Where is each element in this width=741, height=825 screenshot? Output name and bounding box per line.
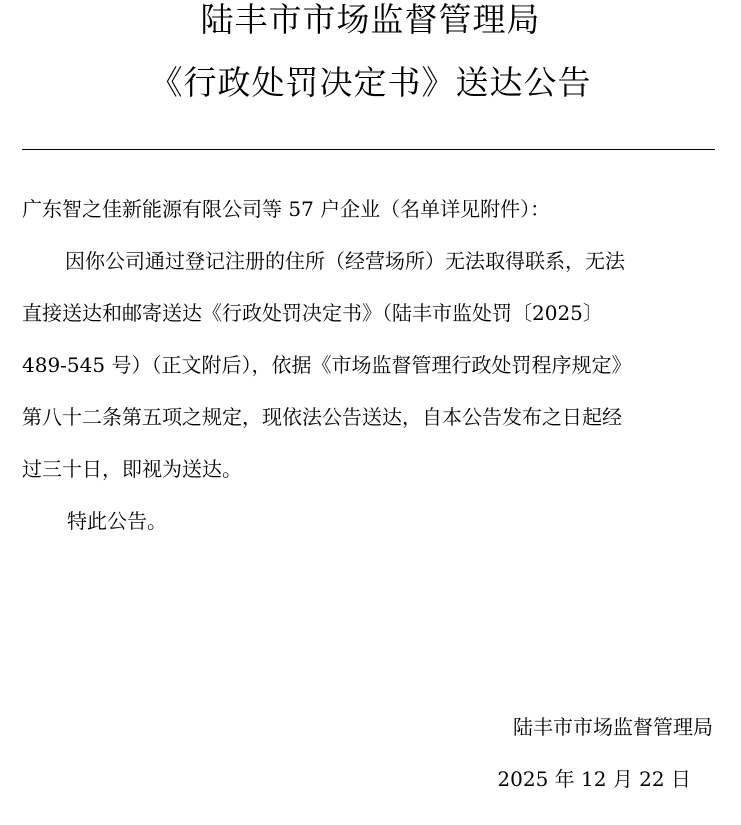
document-title: 陆丰市市场监督管理局 <box>200 0 541 39</box>
document-subtitle: 《行政处罚决定书》送达公告 <box>149 63 592 102</box>
addressee: 广东智之佳新能源有限公司等 57 户企业（名单详见附件）： <box>22 197 551 221</box>
title-divider <box>22 149 715 150</box>
signature-organization: 陆丰市市场监督管理局 <box>513 715 713 739</box>
body-line-1: 因你公司通过登记注册的住所（经营场所）无法取得联系，无法 <box>65 249 625 273</box>
body-line-4: 第八十二条第五项之规定，现依法公告送达，自本公告发布之日起经 <box>22 405 622 429</box>
body-line-5: 过三十日，即视为送达。 <box>22 457 242 481</box>
body-line-2: 直接送达和邮寄送达《行政处罚决定书》（陆丰市监处罚〔2025〕 <box>22 301 603 325</box>
signature-date: 2025 年 12 月 22 日 <box>497 767 691 791</box>
body-line-3: 489-545 号）（正文附后），依据《市场监督管理行政处罚程序规定》 <box>22 353 632 377</box>
closing-statement: 特此公告。 <box>67 509 167 533</box>
